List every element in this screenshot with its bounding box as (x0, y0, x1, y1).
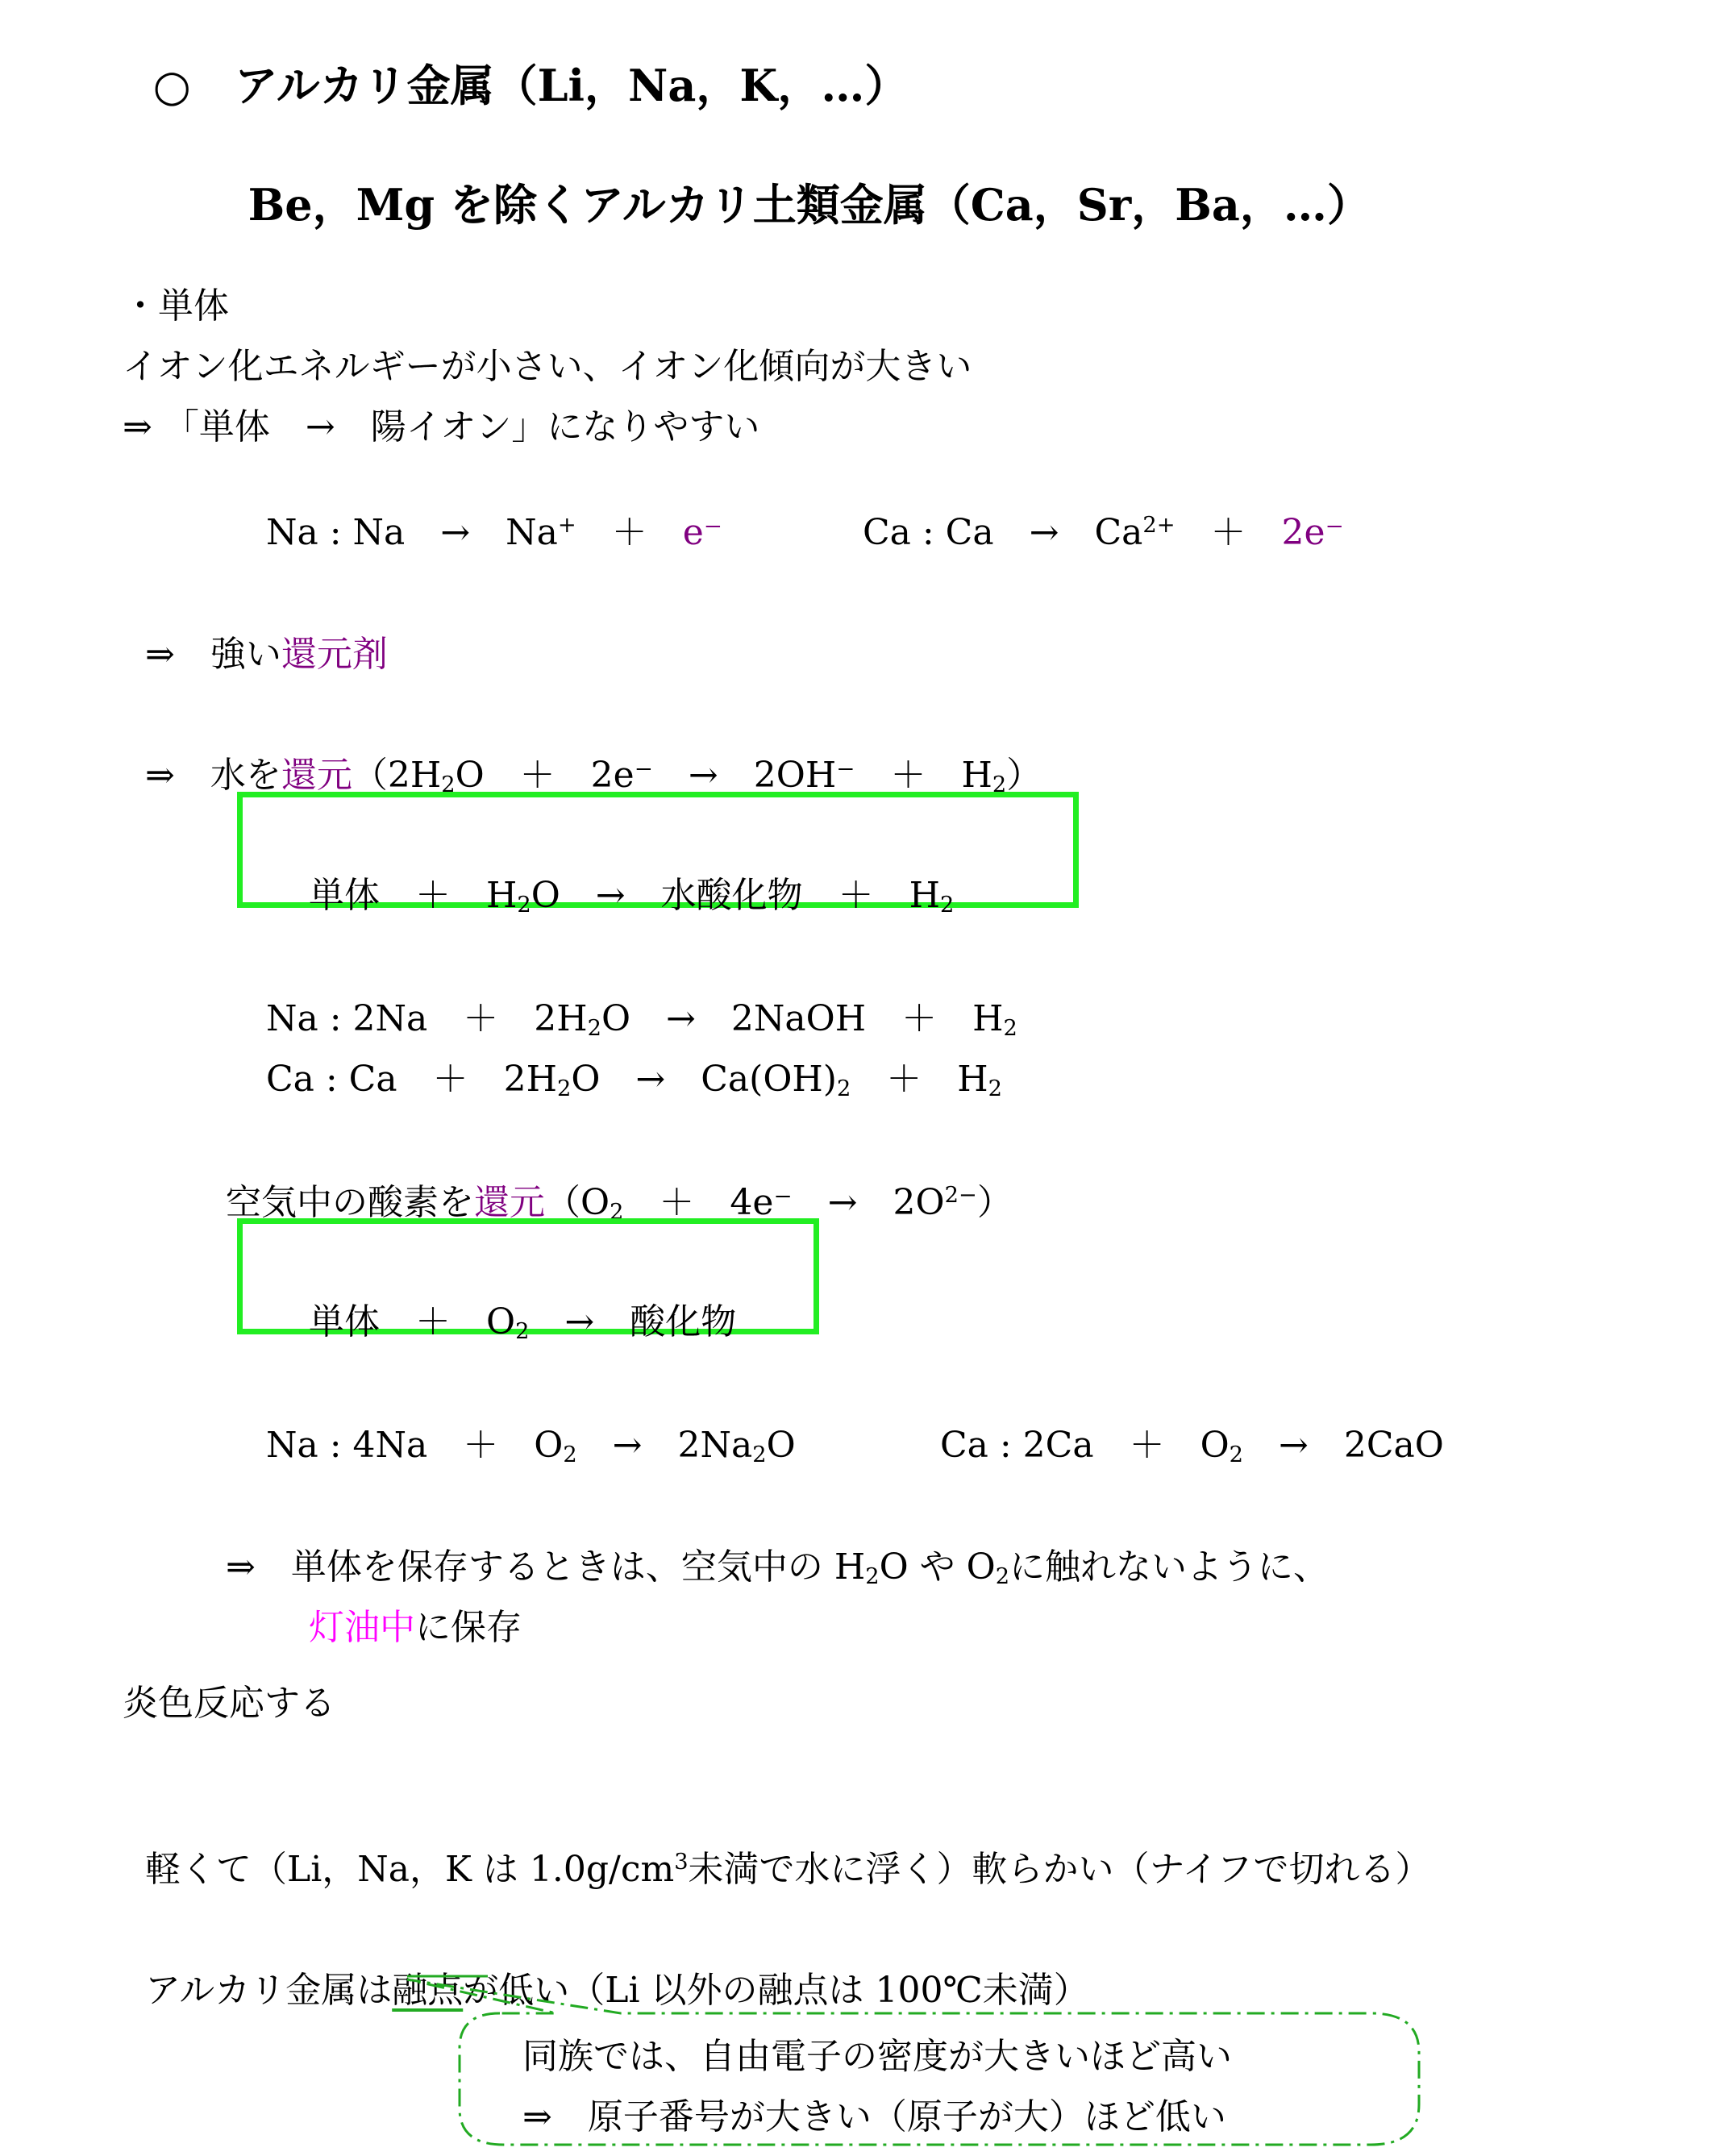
ca-water-b: O → Ca(OH) (571, 1059, 837, 1100)
callout-line-2: ⇒ 原子番号が大きい（原子が大）ほど低い (522, 2096, 1226, 2137)
na-water-b: O → 2NaOH ＋ H (601, 998, 1004, 1039)
water-reduction-line: ⇒ 水を還元（$2H_2O$ ＋ 2e⁻ → 2OH⁻ ＋ $H_2$） (144, 755, 1042, 797)
oxygen-pre: 空気中の酸素を (225, 1182, 474, 1223)
ionization-equations (243, 465, 722, 556)
heading-line-2 (218, 127, 1371, 231)
cation-tendency-text: ⇒ 「単体 → 陽イオン」になりやすい (123, 406, 760, 447)
storage-b: O や O (879, 1546, 996, 1588)
reducing-arrow-text: ⇒ 強い (144, 634, 281, 675)
ca-electron: 2e⁻ (1281, 512, 1344, 553)
oxygen-reduction-term: 還元 (473, 1182, 545, 1223)
light-soft-text (123, 1802, 1430, 1892)
na-oxide-a: Na : 4Na ＋ O (265, 1425, 564, 1466)
storage-c: に触れないように、 (1009, 1546, 1329, 1588)
light-a: 軽くて（Li，Na，K は 1.0g/cm (144, 1849, 675, 1890)
melting-b: が低い（Li 以外の融点は 100℃未満） (463, 1970, 1089, 2011)
oxygen-eq-c: ） (976, 1182, 1013, 1223)
oxide-rule-text: 単体 ＋ $O_2$ → 酸化物 (308, 1301, 737, 1344)
section-title: ・単体 (123, 285, 229, 327)
water-eq-c: ） (1006, 755, 1042, 796)
na-oxide-b: → 2Na (576, 1425, 753, 1466)
box2-a: 単体 ＋ O (308, 1301, 516, 1342)
na-oxide-c: O (766, 1425, 796, 1466)
oxygen-eq-b: ＋ 4e⁻ → 2O (623, 1182, 945, 1223)
na-ionize-prefix: Na : Na → Na (265, 512, 558, 553)
heading-line-1 (123, 8, 908, 111)
hydroxide-rule-text: 単体 ＋ $H_2O$ → 水酸化物 ＋ $H_2$ (308, 875, 955, 918)
water-arrow-text: ⇒ 水を (144, 755, 281, 796)
ca-charge: 2+ (1142, 513, 1175, 538)
ca-oxide-a: Ca : 2Ca ＋ O (939, 1425, 1230, 1466)
box1-b: O → 水酸化物 ＋ H (531, 875, 941, 916)
ca-ionize-plus: ＋ (1175, 512, 1282, 553)
ca-ionize-prefix: Ca : Ca → Ca (862, 512, 1143, 553)
heading-title-2: Be，Mg を除くアルカリ土類金属（Ca，Sr，Ba，…） (248, 179, 1371, 231)
kerosene-term: 灯油中 (308, 1607, 415, 1648)
water-eq-b: O ＋ 2e⁻ → 2OH⁻ ＋ H (455, 755, 992, 796)
cm-exponent: 3 (674, 1850, 689, 1875)
heading-title-1: アルカリ金属（Li，Na，K，…） (234, 60, 909, 111)
ionization-equations-ca (840, 465, 1344, 556)
storage-a: ⇒ 単体を保存するときは、空気中の H (225, 1546, 866, 1588)
melting-point-term: 融点 (392, 1970, 464, 2011)
ca-water-equation: Ca : Ca ＋ $2H_2O$ → $Ca(OH)_2$ ＋ $H_2$ (265, 1059, 1003, 1101)
na-water-equation: Na : 2Na ＋ $2H_2O$ → 2NaOH ＋ $H_2$ (265, 998, 1017, 1041)
light-b: 未満で水に浮く）軟らかい（ナイフで切れる） (688, 1849, 1431, 1890)
melting-a: アルカリ金属は (144, 1970, 393, 2011)
ca-oxide-b: → 2CaO (1243, 1425, 1444, 1466)
water-eq-a: （2H (352, 755, 442, 796)
oxide-charge: 2− (944, 1183, 977, 1208)
ca-water-a: Ca : Ca ＋ 2H (265, 1059, 557, 1100)
oxygen-reduction-line: 空気中の酸素を還元（$O_2$ ＋ 4e⁻ → $2O^{2-}$） (225, 1182, 1013, 1225)
na-electron: e⁻ (682, 512, 722, 553)
flame-reaction-text: 炎色反応する (123, 1683, 335, 1724)
oxygen-eq-a: （O (544, 1182, 610, 1223)
heading-bullet: ○ (152, 60, 191, 111)
na-ionize-plus: ＋ (576, 512, 683, 553)
na-oxide-equation: Na : 4Na ＋ $O_2$ → $2Na_2O$ (265, 1425, 796, 1467)
na-water-a: Na : 2Na ＋ 2H (265, 998, 588, 1039)
box2-b: → 酸化物 (529, 1301, 737, 1342)
ca-oxide-equation: Ca : 2Ca ＋ $O_2$ → 2CaO (939, 1425, 1444, 1467)
reducing-agent-term: 還元剤 (281, 634, 388, 675)
melting-point-text (123, 1923, 1089, 2013)
water-reduction-term: 還元 (281, 755, 352, 796)
storage-line-1: ⇒ 単体を保存するときは、空気中の $H_2O$ や $O_2$に触れないように、 (225, 1546, 1329, 1589)
ca-water-c: ＋ H (851, 1059, 988, 1100)
box1-a: 単体 ＋ H (308, 875, 518, 916)
ionization-text: イオン化エネルギーが小さい、イオン化傾向が大きい (123, 346, 972, 387)
na-charge: + (557, 513, 576, 538)
reducing-agent-line (123, 587, 388, 677)
callout-line-1: 同族では、自由電子の密度が大きいほど高い (522, 2036, 1232, 2077)
storage-line-2 (286, 1560, 522, 1650)
storage-d: に保存 (414, 1607, 522, 1648)
